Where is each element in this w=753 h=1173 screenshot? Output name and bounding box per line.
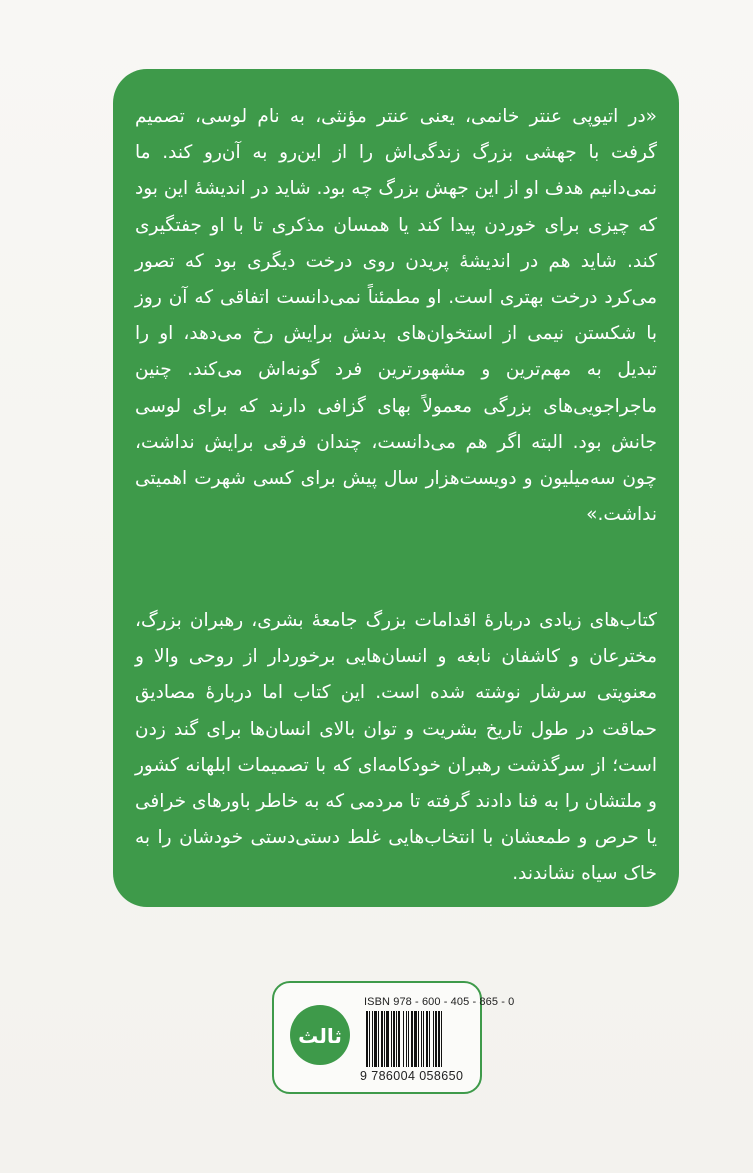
barcode-bar [398, 1011, 400, 1067]
barcode-bar [435, 1011, 437, 1067]
barcode-bar [438, 1011, 440, 1067]
barcode-bar [391, 1011, 392, 1067]
barcode-bar [418, 1011, 419, 1067]
barcode-bar [429, 1011, 430, 1067]
barcode-bar [411, 1011, 413, 1067]
isbn-block [272, 981, 515, 1094]
barcode-digits: 9 786004 058650 [360, 1069, 464, 1083]
barcode-bar [406, 1011, 407, 1067]
blurb-panel [113, 69, 679, 907]
barcode-bar [403, 1011, 404, 1067]
barcode-bar [393, 1011, 395, 1067]
barcode [366, 1011, 472, 1067]
barcode-bar [378, 1011, 379, 1067]
isbn-label: ISBN 978 - 600 - 405 - 865 - 0 [364, 996, 515, 1008]
barcode-bar [384, 1011, 385, 1067]
barcode-bar [372, 1011, 373, 1067]
barcode-bar [426, 1011, 428, 1067]
barcode-bar [386, 1011, 389, 1067]
barcode-bar [433, 1011, 434, 1067]
barcode-bar [423, 1011, 424, 1067]
barcode-bar [408, 1011, 409, 1067]
barcode-bar [374, 1011, 377, 1067]
barcode-bar [366, 1011, 368, 1067]
quote-paragraph: «در اتیوپی عنتر خانمی، یعنی عنتر مؤنثی، به نام لوسی، تصمیم گرفت با جهشی بزرگ زندگی‌اش را از این‌رو به آن‌رو کند. ما نمی‌دانیم هدف او از این جهش بزرگ چه بود. شاید در اندیشهٔ این بود که چیزی برای خوردن پیدا کند یا همسان مذکری تا با او جفتگیری کند. شاید هم در اندیشهٔ پریدن روی درخت دیگری بود که تصور می‌کرد درخت بهتری است. او مطمئناً نمی‌دانست اتفاقی که آن روز با شکستن نیمی از استخوان‌های بدنش برایش رخ می‌دهد، او را تبدیل به مهم‌ترین و مشهورترین فرد گونه‌اش می‌کند. چنین ماجراجویی‌های بزرگی معمولاً بهای گزافی دارند که برای لوسی جانش بود. البته اگر هم می‌دانست، چندان فرقی برایش نداشت، چون سه‌میلیون و دویست‌هزار سال پیش برای کسی شهرت اهمیتی نداشت.» [135, 106, 657, 526]
barcode-bar [414, 1011, 417, 1067]
barcode-bar [381, 1011, 383, 1067]
publisher-logo-text: ثالث [298, 1024, 342, 1048]
barcode-bar [441, 1011, 442, 1067]
publisher-logo [288, 1003, 352, 1067]
barcode-bar [421, 1011, 422, 1067]
barcode-bar [369, 1011, 370, 1067]
description-paragraph: کتاب‌های زیادی دربارهٔ اقدامات بزرگ جامعهٔ بشری، رهبران بزرگ، مخترعان و کاشفان نابغه و انسان‌هایی برخوردار از روحی والا و معنویتی سرشار نوشته شده است. این کتاب اما دربارهٔ مصادیق حماقت در طول تاریخ بشریت و توان بالای انسان‌ها برای گند زدن است؛ از سرگذشت رهبران خودکامه‌ای که با تصمیمات ابلهانه کشور و ملتشان را به فنا دادند گرفته تا مردمی که به خاطر باورهای خرافی یا حرص و طمعشان با انتخاب‌هایی غلط دستی‌دستی خودشان را به خاک سیاه نشاندند. [135, 610, 657, 885]
barcode-bar [396, 1011, 397, 1067]
